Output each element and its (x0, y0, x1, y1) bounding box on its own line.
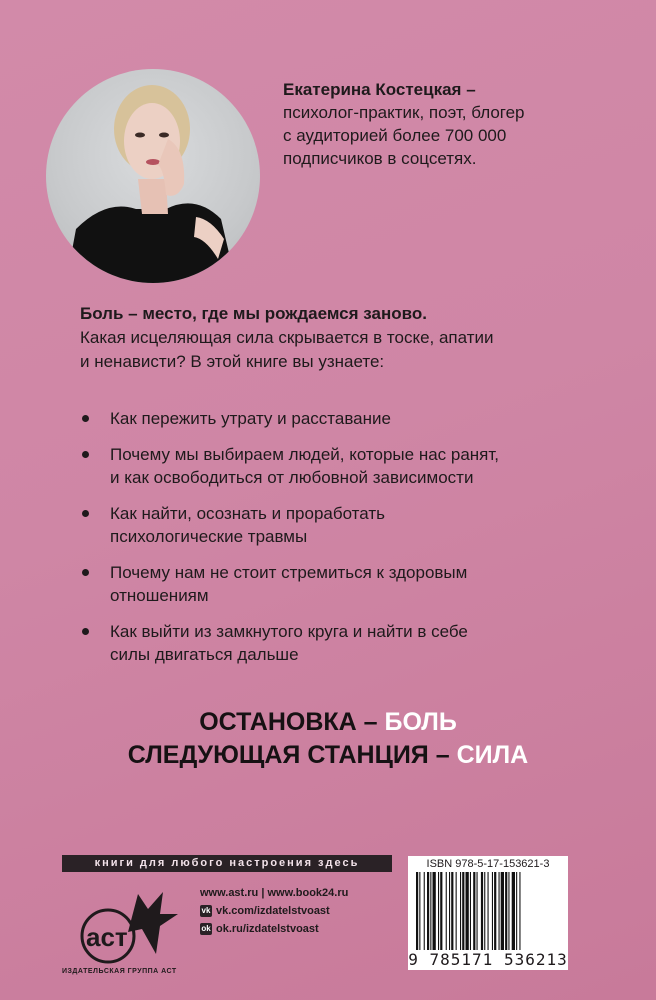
sites-text[interactable]: www.ast.ru | www.book24.ru (200, 887, 349, 899)
intro-line: и ненависти? В этой книге вы узнаете: (80, 352, 385, 371)
bullet-icon (82, 569, 89, 576)
author-bio-line: подписчиков в соцсетях. (283, 149, 477, 168)
tagline-accent: СИЛА (456, 741, 529, 769)
bullet-icon (82, 415, 89, 422)
vk-icon: vk (201, 906, 211, 915)
publisher-banner: книги для любого настроения здесь (62, 855, 392, 872)
list-item (80, 561, 600, 607)
logo-text: аст (86, 922, 128, 952)
tagline-dark: СЛЕДУЮЩАЯ СТАНЦИЯ – (127, 741, 457, 769)
list-item-text: отношениям (110, 586, 209, 605)
vk-row (200, 902, 348, 920)
intro-headline: Боль – место, где мы рождаемся заново. (80, 304, 427, 323)
ok-row (200, 920, 348, 938)
list-item-text: психологические травмы (110, 527, 308, 546)
author-name: Екатерина Костецкая – (283, 80, 476, 99)
list-item-text: Как найти, осознать и проработать (110, 504, 386, 523)
ok-icon: ok (201, 924, 211, 933)
list-item-text: силы двигаться дальше (110, 645, 299, 664)
author-photo (46, 69, 260, 283)
isbn-digits: 9 785171 536213 (408, 950, 568, 969)
bullet-icon (82, 510, 89, 517)
list-item (80, 407, 600, 430)
list-item-text: Как пережить утрату и расставание (110, 409, 391, 428)
publisher-logo (68, 884, 188, 964)
author-bio-line: психолог-практик, поэт, блогер (283, 103, 525, 122)
list-item (80, 620, 600, 666)
bullet-icon (82, 451, 89, 458)
isbn-label: ISBN 978-5-17-153621-3 (426, 858, 550, 870)
tagline-dark: ОСТАНОВКА – (199, 708, 385, 736)
author-bio-line: с аудиторией более 700 000 (283, 126, 507, 145)
sites-row (200, 884, 348, 902)
isbn-barcode (408, 856, 568, 970)
ok-link[interactable]: ok.ru/izdatelstvoast (216, 923, 319, 935)
barcode-icon (414, 872, 562, 950)
tagline-accent: БОЛЬ (384, 708, 457, 736)
list-item (80, 443, 600, 489)
vk-link[interactable]: vk.com/izdatelstvoast (216, 905, 330, 917)
intro-line: Какая исцеляющая сила скрывается в тоске, апатии (80, 328, 494, 347)
list-item-text: и как освободиться от любовной зависимости (110, 468, 474, 487)
author-bio (283, 78, 633, 170)
publisher-links (200, 884, 348, 938)
topics-list (80, 407, 600, 679)
tagline-line-2 (0, 739, 656, 772)
publisher-caption: ИЗДАТЕЛЬСКАЯ ГРУППА АСТ (62, 968, 177, 975)
book-intro (80, 302, 600, 374)
list-item (80, 502, 600, 548)
bullet-icon (82, 628, 89, 635)
list-item-text: Почему мы выбираем людей, которые нас ранят, (110, 445, 500, 464)
list-item-text: Почему нам не стоит стремиться к здоровым (110, 563, 468, 582)
tagline (0, 706, 656, 772)
tagline-line-1 (0, 706, 656, 739)
list-item-text: Как выйти из замкнутого круга и найти в себе (110, 622, 468, 641)
